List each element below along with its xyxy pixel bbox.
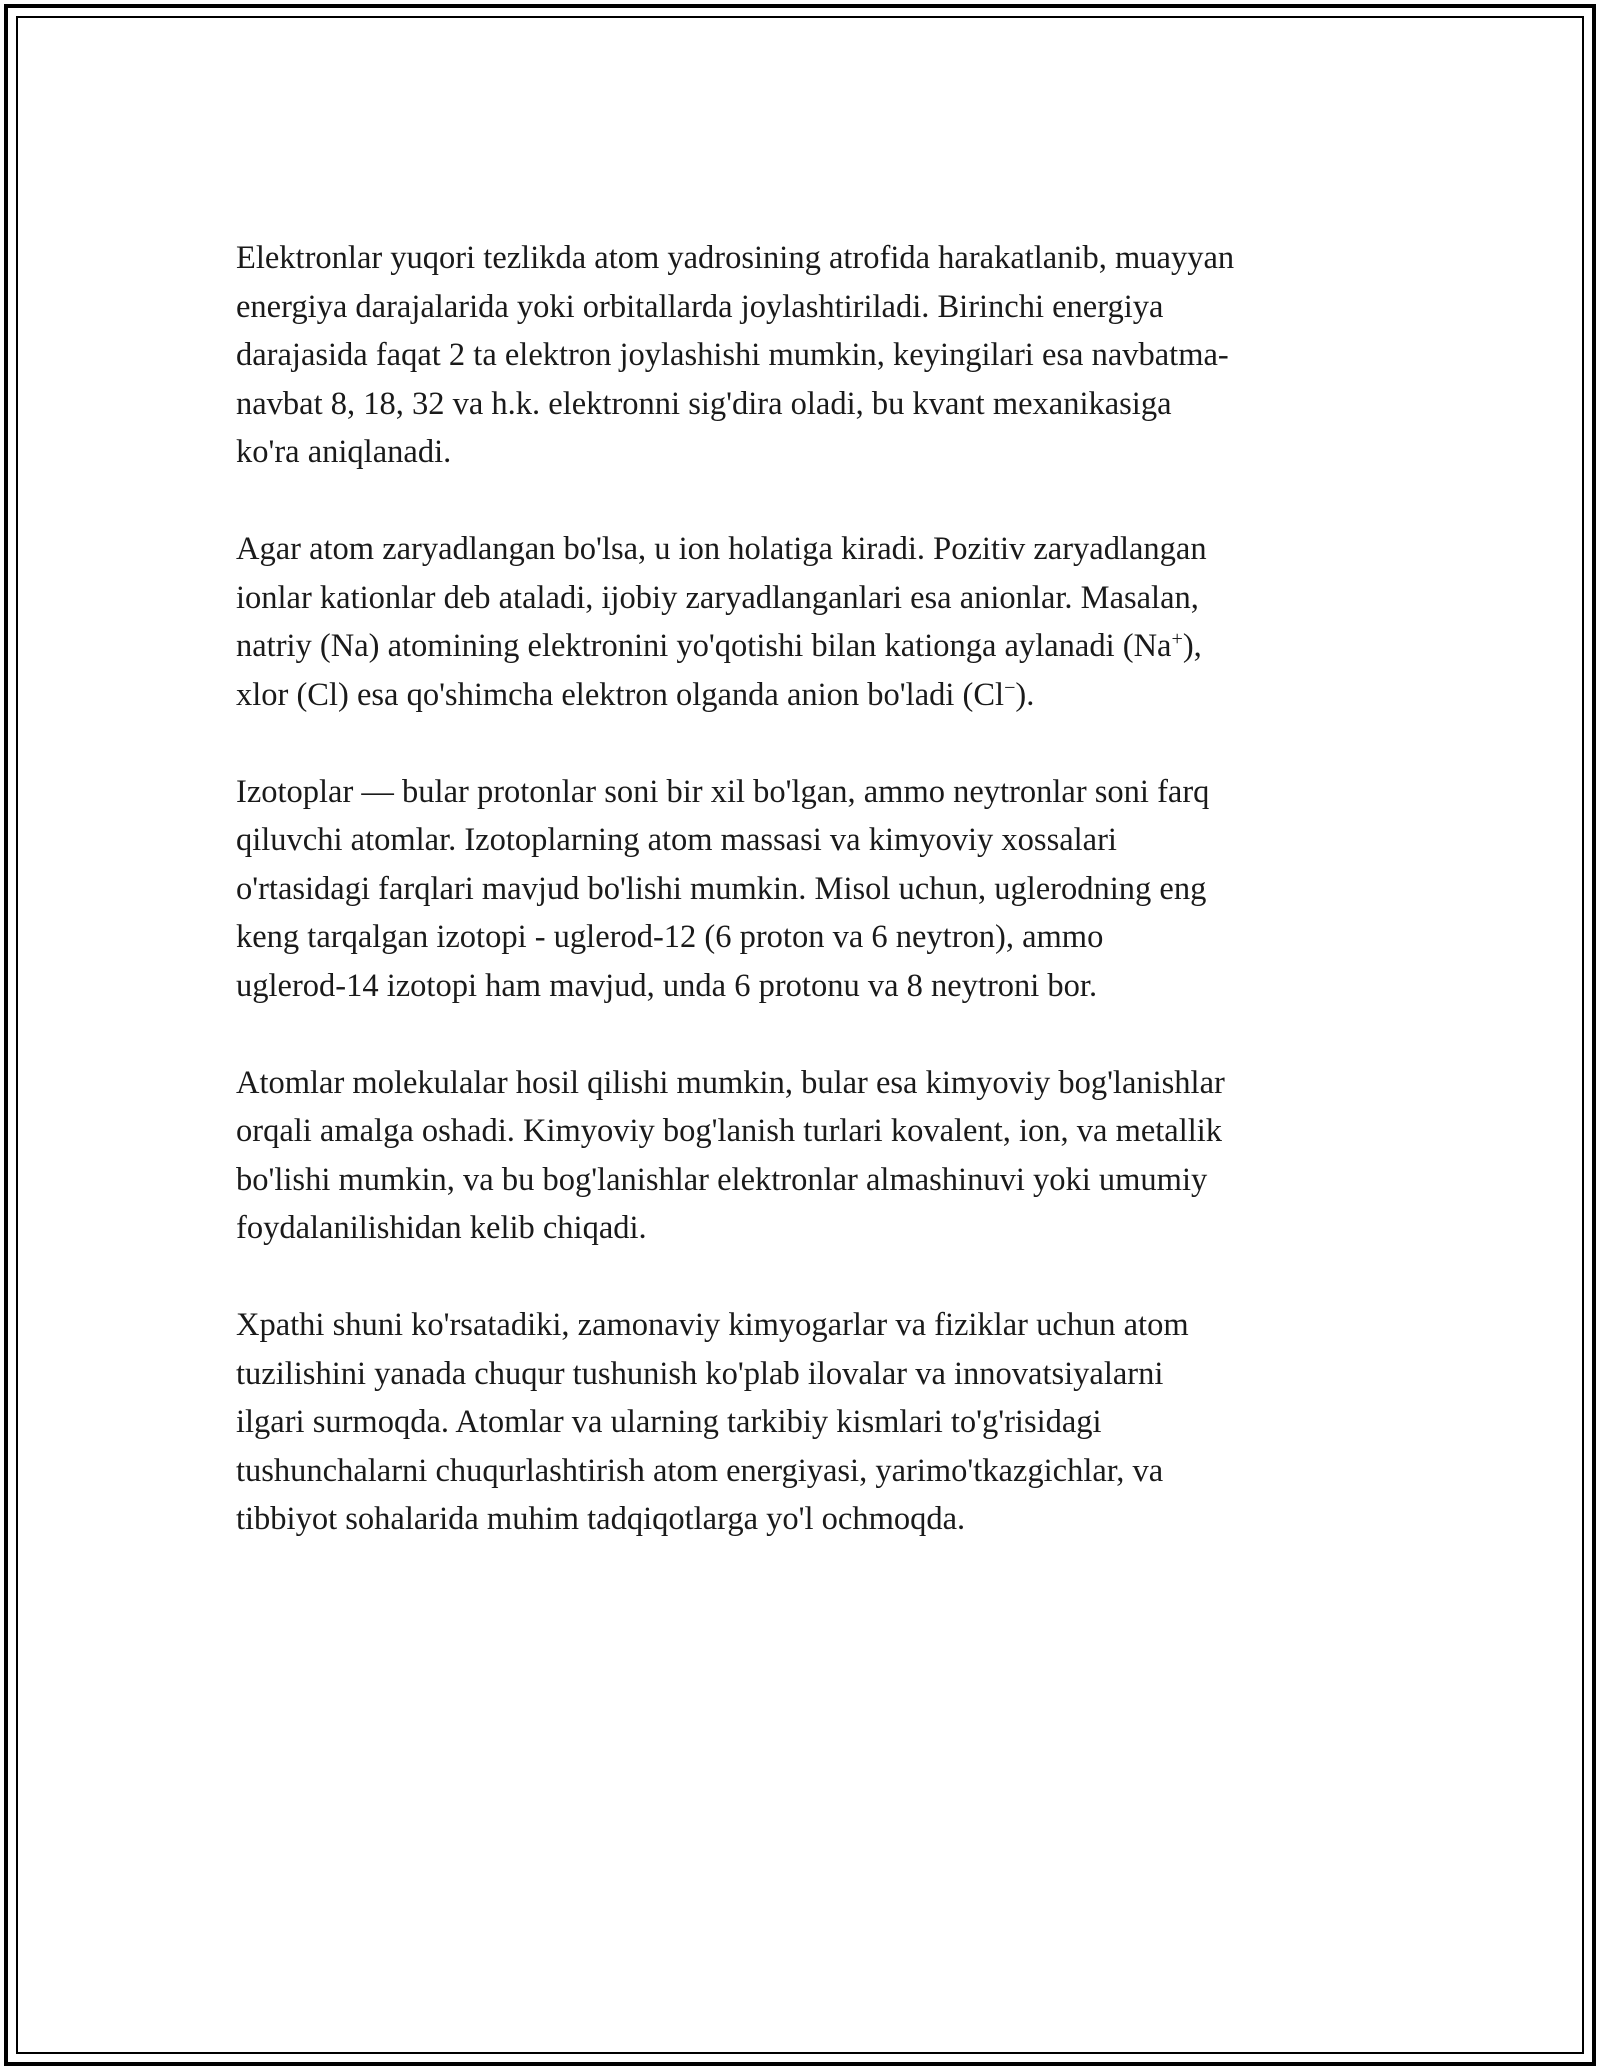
superscript-minus: − (1004, 676, 1016, 699)
text-segment: ). (1015, 676, 1035, 713)
text-segment: ), (1182, 628, 1202, 664)
text-line (236, 671, 1376, 720)
paragraph-conclusion (236, 1301, 1376, 1544)
text-line: ilgari surmoqda. Atomlar va ularning tarkibiy kismlari to'g'risidagi (236, 1404, 1102, 1440)
text-line: Xpathi shuni ko'rsatadiki, zamonaviy kimyogarlar va fiziklar uchun atom (236, 1307, 1189, 1343)
text-line: ionlar kationlar deb ataladi, ijobiy zaryadlanganlari esa anionlar. Masalan, (236, 579, 1199, 616)
paragraph-molecules (236, 1059, 1376, 1253)
text-segment: natriy (Na) atomining elektronini yo'qotishi bilan kationga aylanadi (Na (236, 628, 1172, 664)
text-line: qiluvchi atomlar. Izotoplarning atom massasi va kimyoviy xossalari (236, 822, 1117, 858)
text-line: bo'lishi mumkin, va bu bog'lanishlar elektronlar almashinuvi yoki umumiy (236, 1161, 1208, 1198)
text-line: Agar atom zaryadlangan bo'lsa, u ion holatiga kiradi. Pozitiv zaryadlangan (236, 531, 1207, 567)
text-line: tushunchalarni chuqurlashtirish atom energiyasi, yarimo'tkazgichlar, va (236, 1452, 1164, 1489)
text-line (236, 622, 1376, 671)
text-line: Atomlar molekulalar hosil qilishi mumkin, bular esa kimyoviy bog'lanishlar (236, 1064, 1225, 1101)
text-line: tibbiyot sohalarida muhim tadqiqotlarga yo'l ochmoqda. (236, 1501, 966, 1537)
text-line: orqali amalga oshadi. Kimyoviy bog'lanish turlari kovalent, ion, va metallik (236, 1113, 1223, 1149)
text-line: keng tarqalgan izotopi - uglerod-12 (6 proton va 6 neytron), ammo (236, 919, 1104, 955)
text-line: ko'ra aniqlanadi. (236, 434, 452, 470)
paragraph-ions (236, 525, 1376, 719)
text-line: foydalanilishidan kelib chiqadi. (236, 1210, 647, 1246)
text-line: uglerod-14 izotopi ham mavjud, unda 6 protonu va 8 neytroni bor. (236, 967, 1098, 1004)
text-line: darajasida faqat 2 ta elektron joylashishi mumkin, keyingilari esa navbatma- (236, 337, 1229, 373)
superscript-plus: + (1171, 627, 1183, 650)
text-line: o'rtasidagi farqlari mavjud bo'lishi mumkin. Misol uchun, uglerodning eng (236, 870, 1207, 907)
text-line: Elektronlar yuqori tezlikda atom yadrosining atrofida harakatlanib, muayyan (236, 240, 1235, 276)
text-line: navbat 8, 18, 32 va h.k. elektronni sig'dira oladi, bu kvant mexanikasiga (236, 385, 1172, 422)
text-segment: xlor (Cl) esa qo'shimcha elektron olganda anion bo'ladi (Cl (236, 676, 1005, 713)
text-line: Izotoplar — bular protonlar soni bir xil bo'lgan, ammo neytronlar soni farq (236, 773, 1210, 810)
paragraph-electron-shells (236, 234, 1376, 477)
text-line: energiya darajalarida yoki orbitallarda joylashtiriladi. Birinchi energiya (236, 288, 1164, 325)
text-line: tuzilishini yanada chuqur tushunish ko'plab ilovalar va innovatsiyalarni (236, 1355, 1164, 1392)
document-body (236, 234, 1376, 1592)
paragraph-isotopes (236, 768, 1376, 1011)
